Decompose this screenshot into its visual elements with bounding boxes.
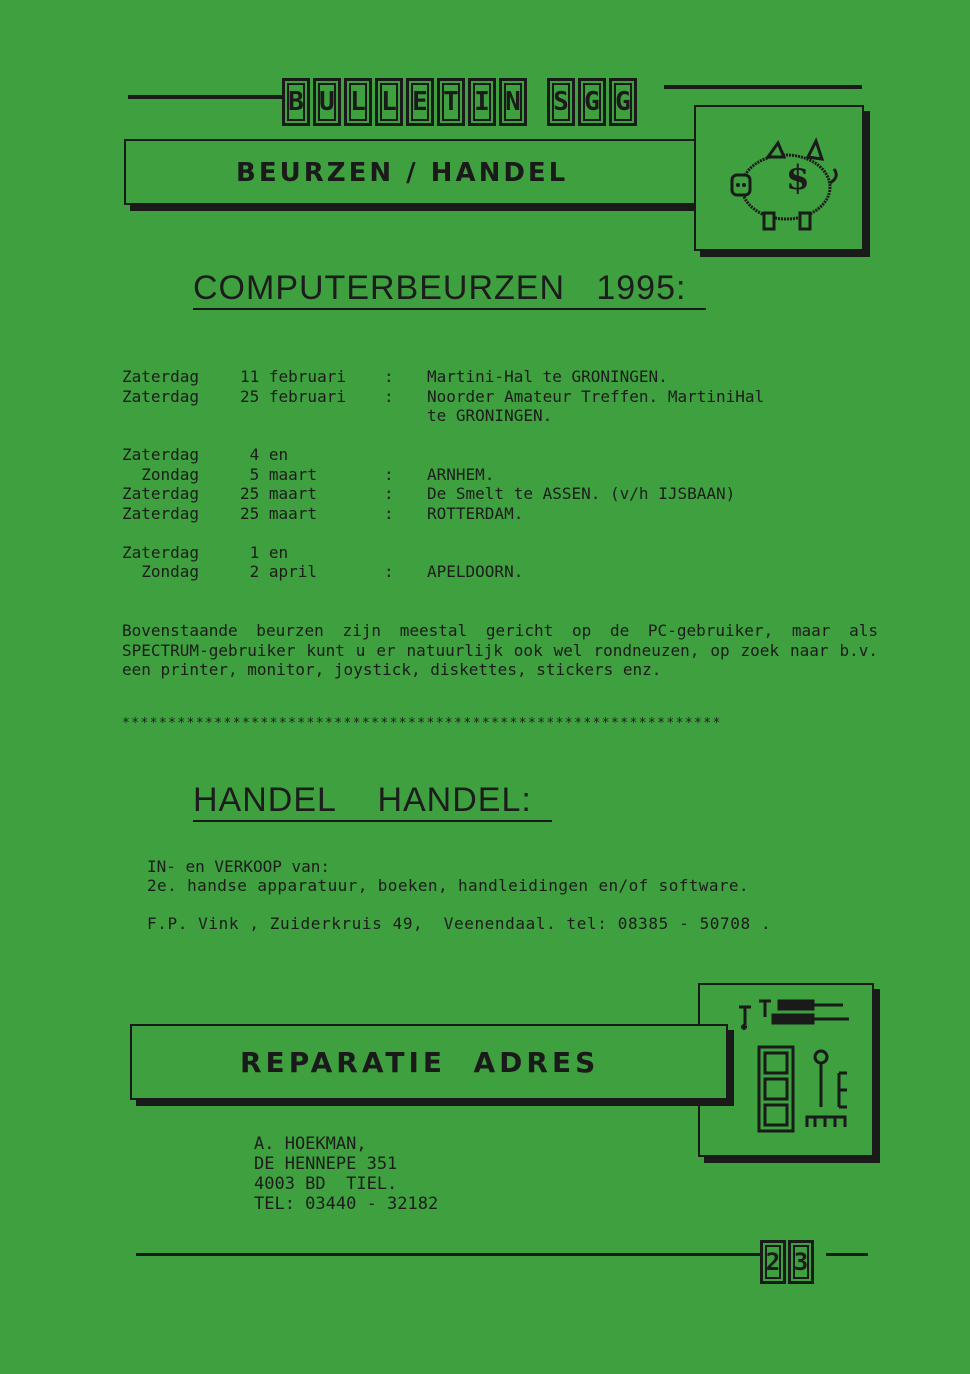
fair-sep: : bbox=[384, 503, 394, 523]
page-number-digit: 2 bbox=[760, 1240, 786, 1284]
masthead-letter: N bbox=[499, 78, 527, 126]
masthead-letter: G bbox=[609, 78, 637, 126]
fairs-title: COMPUTERBEURZEN 1995: bbox=[193, 268, 706, 310]
fair-sep: : bbox=[384, 386, 394, 406]
masthead-letter: E bbox=[406, 78, 434, 126]
address-line: TEL: 03440 - 32182 bbox=[254, 1194, 439, 1214]
fair-date: 2 april bbox=[240, 562, 318, 581]
fairs-paragraph: Bovenstaande beurzen zijn meestal gericht op de PC-gebruiker, maar als SPECTRUM-gebruiker kunt u er natuurlijk ook wel rondneuzen, op zoek naar b.v. een printer, monitor, joystick, diskettes, stickers enz. bbox=[122, 621, 878, 679]
masthead-letter: S bbox=[547, 78, 575, 126]
page-number bbox=[760, 1240, 814, 1284]
fair-place: Martini-Hal te GRONINGEN. bbox=[427, 367, 668, 386]
trade-title: HANDEL HANDEL: bbox=[193, 780, 552, 822]
address-line: DE HENNEPE 351 bbox=[254, 1154, 398, 1174]
fair-sep: : bbox=[384, 484, 394, 503]
fair-date: 4 en bbox=[240, 445, 289, 464]
fair-day: Zaterdag bbox=[122, 367, 200, 386]
separator-stars: ***************************************************************** bbox=[122, 716, 722, 731]
trade-line-3: F.P. Vink , Zuiderkruis 49, Veenendaal. tel: 08385 - 50708 . bbox=[147, 914, 772, 933]
fair-place: ROTTERDAM. bbox=[427, 503, 524, 523]
fair-sep: : bbox=[384, 464, 394, 484]
masthead-letter: I bbox=[468, 78, 496, 126]
masthead-rule bbox=[128, 95, 283, 99]
masthead-letter: B bbox=[282, 78, 310, 126]
trade-line-1: IN- en VERKOOP van: bbox=[147, 857, 331, 876]
footer-rule bbox=[136, 1253, 764, 1256]
fair-day: Zaterdag bbox=[122, 445, 200, 464]
masthead-letter: U bbox=[313, 78, 341, 126]
fair-place: De Smelt te ASSEN. (v/h IJSBAAN) bbox=[427, 484, 736, 503]
fair-date: 25 februari bbox=[240, 386, 346, 406]
fair-day: Zaterdag bbox=[122, 386, 200, 406]
footer-rule-right bbox=[826, 1253, 868, 1256]
masthead bbox=[282, 78, 637, 126]
fair-date: 1 en bbox=[240, 542, 289, 562]
masthead-letter: G bbox=[578, 78, 606, 126]
circuit-board-icon bbox=[735, 995, 860, 1135]
repair-banner-title: REPARATIE ADRES bbox=[240, 1046, 600, 1079]
fair-sep: : bbox=[384, 367, 394, 386]
fair-sep: : bbox=[384, 562, 394, 581]
fair-day: Zaterdag bbox=[122, 542, 200, 562]
fair-date: 11 februari bbox=[240, 367, 346, 386]
fair-day: Zaterdag bbox=[122, 484, 200, 503]
beurzen-banner-title: BEURZEN / HANDEL bbox=[236, 158, 569, 188]
fair-date: 25 maart bbox=[240, 503, 318, 523]
address-line: A. HOEKMAN, bbox=[254, 1134, 367, 1154]
fair-date: 25 maart bbox=[240, 484, 318, 503]
dollar-sign: $ bbox=[786, 158, 810, 198]
repair-address bbox=[254, 1134, 438, 1214]
fair-day: Zaterdag bbox=[122, 503, 200, 523]
fair-day: Zondag bbox=[122, 464, 200, 484]
fair-place: APELDOORN. bbox=[427, 562, 524, 581]
page-number-digit: 3 bbox=[788, 1240, 814, 1284]
masthead-letter: L bbox=[375, 78, 403, 126]
fair-day: Zondag bbox=[122, 562, 200, 581]
fair-place: ARNHEM. bbox=[427, 464, 495, 484]
masthead-letter: L bbox=[344, 78, 372, 126]
fair-place: te GRONINGEN. bbox=[427, 406, 553, 425]
fair-date: 5 maart bbox=[240, 464, 318, 484]
masthead-letter: T bbox=[437, 78, 465, 126]
trade-line-2: 2e. handse apparatuur, boeken, handleidingen en/of software. bbox=[147, 876, 749, 895]
address-line: 4003 BD TIEL. bbox=[254, 1174, 398, 1194]
fair-place: Noorder Amateur Treffen. MartiniHal bbox=[427, 386, 765, 406]
masthead-rule-right bbox=[664, 85, 862, 89]
